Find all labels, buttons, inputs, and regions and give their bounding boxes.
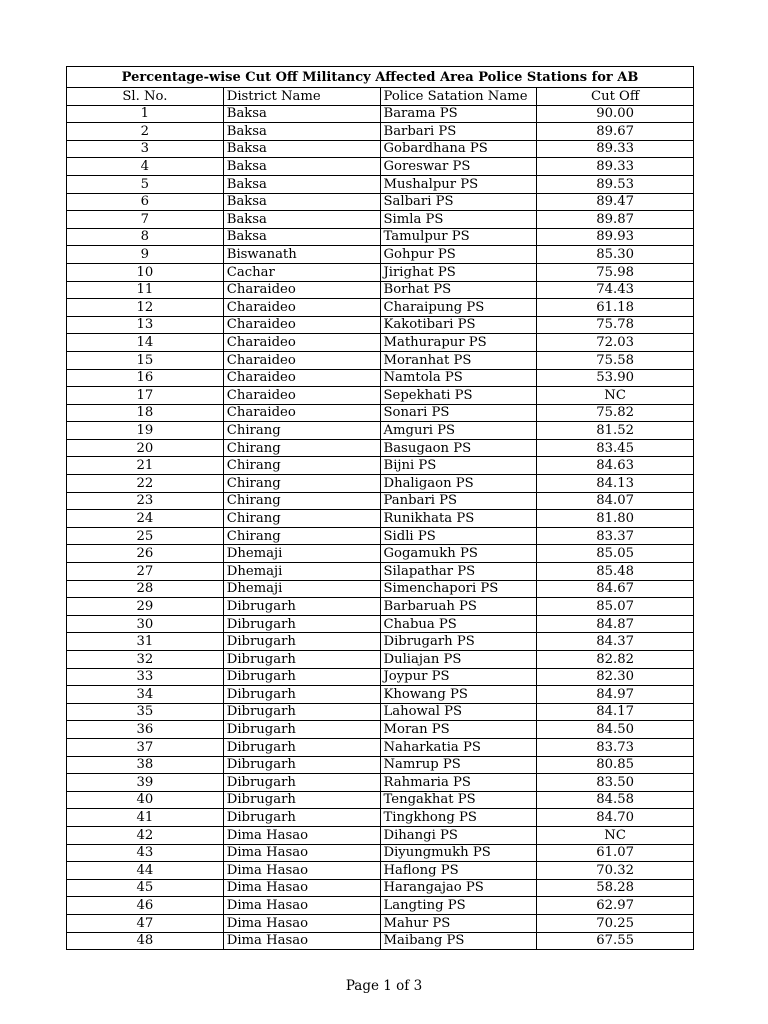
cut-off-cell: 75.82 [537, 404, 694, 422]
district-cell: Dibrugarh [223, 774, 380, 792]
sl-no-cell: 36 [67, 721, 224, 739]
police-station-cell: Gogamukh PS [380, 545, 537, 563]
table-row [67, 439, 694, 457]
sl-no-cell: 6 [67, 193, 224, 211]
district-cell: Dibrugarh [223, 598, 380, 616]
cut-off-cell: 75.78 [537, 316, 694, 334]
police-station-cell: Tengakhat PS [380, 791, 537, 809]
district-cell: Chirang [223, 457, 380, 475]
sl-no-cell: 1 [67, 105, 224, 123]
police-station-cell: Dibrugarh PS [380, 633, 537, 651]
police-station-cell: Namrup PS [380, 756, 537, 774]
sl-no-cell: 30 [67, 615, 224, 633]
sl-no-cell: 9 [67, 246, 224, 264]
district-cell: Cachar [223, 263, 380, 281]
district-cell: Baksa [223, 140, 380, 158]
police-station-cell: Sepekhati PS [380, 387, 537, 405]
district-cell: Baksa [223, 193, 380, 211]
sl-no-cell: 2 [67, 123, 224, 141]
cut-off-cell: 62.97 [537, 897, 694, 915]
sl-no-cell: 4 [67, 158, 224, 176]
cut-off-cell: 84.67 [537, 580, 694, 598]
header-sl-no: Sl. No. [67, 88, 224, 106]
cut-off-cell: 84.17 [537, 703, 694, 721]
table-row [67, 281, 694, 299]
district-cell: Chirang [223, 492, 380, 510]
sl-no-cell: 42 [67, 826, 224, 844]
district-cell: Charaideo [223, 351, 380, 369]
police-station-cell: Tamulpur PS [380, 228, 537, 246]
district-cell: Chirang [223, 439, 380, 457]
cut-off-cell: 81.80 [537, 510, 694, 528]
table-row [67, 703, 694, 721]
cut-off-cell: 80.85 [537, 756, 694, 774]
sl-no-cell: 43 [67, 844, 224, 862]
table-row [67, 158, 694, 176]
table-body [67, 105, 694, 950]
sl-no-cell: 33 [67, 668, 224, 686]
cut-off-cell: 89.67 [537, 123, 694, 141]
table-row [67, 826, 694, 844]
table-row [67, 475, 694, 493]
sl-no-cell: 5 [67, 175, 224, 193]
police-station-cell: Mathurapur PS [380, 334, 537, 352]
police-station-cell: Simla PS [380, 211, 537, 229]
cut-off-cell: 83.50 [537, 774, 694, 792]
sl-no-cell: 29 [67, 598, 224, 616]
cut-off-cell: 84.13 [537, 475, 694, 493]
sl-no-cell: 10 [67, 263, 224, 281]
sl-no-cell: 16 [67, 369, 224, 387]
cut-off-cell: 84.87 [537, 615, 694, 633]
district-cell: Baksa [223, 123, 380, 141]
cut-off-cell: 84.97 [537, 686, 694, 704]
police-station-cell: Gobardhana PS [380, 140, 537, 158]
cut-off-cell: 84.58 [537, 791, 694, 809]
police-station-cell: Tingkhong PS [380, 809, 537, 827]
police-station-cell: Charaipung PS [380, 299, 537, 317]
table-title: Percentage-wise Cut Off Militancy Affected Area Police Stations for AB [67, 67, 694, 88]
district-cell: Dibrugarh [223, 668, 380, 686]
district-cell: Charaideo [223, 281, 380, 299]
district-cell: Dima Hasao [223, 897, 380, 915]
district-cell: Dibrugarh [223, 809, 380, 827]
police-station-cell: Barbari PS [380, 123, 537, 141]
table-row [67, 932, 694, 950]
sl-no-cell: 7 [67, 211, 224, 229]
police-station-cell: Gohpur PS [380, 246, 537, 264]
cut-off-cell: NC [537, 826, 694, 844]
cut-off-cell: 84.63 [537, 457, 694, 475]
police-station-cell: Mahur PS [380, 914, 537, 932]
table-row [67, 651, 694, 669]
district-cell: Dibrugarh [223, 756, 380, 774]
cut-off-cell: 84.37 [537, 633, 694, 651]
police-station-cell: Kakotibari PS [380, 316, 537, 334]
cut-off-cell: 89.47 [537, 193, 694, 211]
sl-no-cell: 35 [67, 703, 224, 721]
police-station-cell: Harangajao PS [380, 879, 537, 897]
district-cell: Baksa [223, 158, 380, 176]
police-station-cell: Moranhat PS [380, 351, 537, 369]
table-row [67, 105, 694, 123]
cut-off-cell: 90.00 [537, 105, 694, 123]
table-row [67, 422, 694, 440]
sl-no-cell: 24 [67, 510, 224, 528]
district-cell: Charaideo [223, 369, 380, 387]
police-station-cell: Sonari PS [380, 404, 537, 422]
cut-off-cell: 83.45 [537, 439, 694, 457]
sl-no-cell: 47 [67, 914, 224, 932]
cut-off-cell: 61.18 [537, 299, 694, 317]
police-station-cell: Joypur PS [380, 668, 537, 686]
police-station-cell: Namtola PS [380, 369, 537, 387]
table-row [67, 369, 694, 387]
district-cell: Dibrugarh [223, 651, 380, 669]
header-district-name: District Name [223, 88, 380, 106]
cut-off-cell: 82.30 [537, 668, 694, 686]
table-row [67, 598, 694, 616]
police-station-cell: Haflong PS [380, 862, 537, 880]
police-station-cell: Maibang PS [380, 932, 537, 950]
district-cell: Charaideo [223, 387, 380, 405]
table-row [67, 844, 694, 862]
header-police-station-name: Police Satation Name [380, 88, 537, 106]
cut-off-cell: 61.07 [537, 844, 694, 862]
cut-off-cell: 89.53 [537, 175, 694, 193]
sl-no-cell: 41 [67, 809, 224, 827]
police-station-cell: Panbari PS [380, 492, 537, 510]
sl-no-cell: 22 [67, 475, 224, 493]
district-cell: Dibrugarh [223, 686, 380, 704]
police-station-cell: Amguri PS [380, 422, 537, 440]
table-row [67, 263, 694, 281]
district-cell: Dima Hasao [223, 862, 380, 880]
cut-off-cell: 85.07 [537, 598, 694, 616]
district-cell: Dhemaji [223, 580, 380, 598]
cut-off-cell: 84.70 [537, 809, 694, 827]
cut-off-cell: 75.58 [537, 351, 694, 369]
cut-off-cell: 81.52 [537, 422, 694, 440]
table-row [67, 879, 694, 897]
cut-off-cell: 67.55 [537, 932, 694, 950]
police-station-cell: Simenchapori PS [380, 580, 537, 598]
sl-no-cell: 44 [67, 862, 224, 880]
table-row [67, 897, 694, 915]
sl-no-cell: 39 [67, 774, 224, 792]
sl-no-cell: 14 [67, 334, 224, 352]
police-station-cell: Dhaligaon PS [380, 475, 537, 493]
table-row [67, 527, 694, 545]
sl-no-cell: 20 [67, 439, 224, 457]
district-cell: Dhemaji [223, 545, 380, 563]
cut-off-cell: 84.50 [537, 721, 694, 739]
page-number: Page 1 of 3 [345, 978, 423, 994]
cut-off-cell: 85.30 [537, 246, 694, 264]
cut-off-cell: NC [537, 387, 694, 405]
sl-no-cell: 26 [67, 545, 224, 563]
district-cell: Baksa [223, 211, 380, 229]
sl-no-cell: 38 [67, 756, 224, 774]
police-station-cell: Basugaon PS [380, 439, 537, 457]
table-row [67, 246, 694, 264]
sl-no-cell: 28 [67, 580, 224, 598]
police-station-cell: Bijni PS [380, 457, 537, 475]
cut-off-cell: 83.37 [537, 527, 694, 545]
police-station-cell: Goreswar PS [380, 158, 537, 176]
district-cell: Dima Hasao [223, 879, 380, 897]
cut-off-cell: 58.28 [537, 879, 694, 897]
police-station-cell: Naharkatia PS [380, 738, 537, 756]
table-row [67, 633, 694, 651]
table-row [67, 545, 694, 563]
district-cell: Dibrugarh [223, 791, 380, 809]
sl-no-cell: 3 [67, 140, 224, 158]
sl-no-cell: 21 [67, 457, 224, 475]
police-station-cell: Duliajan PS [380, 651, 537, 669]
table-row [67, 228, 694, 246]
header-row [67, 88, 694, 106]
police-station-cell: Dihangi PS [380, 826, 537, 844]
district-cell: Chirang [223, 510, 380, 528]
cut-off-cell: 70.32 [537, 862, 694, 880]
table-row [67, 914, 694, 932]
district-cell: Dima Hasao [223, 844, 380, 862]
table-row [67, 457, 694, 475]
table-row [67, 580, 694, 598]
district-cell: Dima Hasao [223, 914, 380, 932]
police-station-cell: Jirighat PS [380, 263, 537, 281]
police-station-cell: Chabua PS [380, 615, 537, 633]
police-station-cell: Sidli PS [380, 527, 537, 545]
table-row [67, 193, 694, 211]
table-row [67, 510, 694, 528]
table-row [67, 175, 694, 193]
sl-no-cell: 27 [67, 563, 224, 581]
table-row [67, 721, 694, 739]
header-cut-off: Cut Off [537, 88, 694, 106]
sl-no-cell: 46 [67, 897, 224, 915]
table-row [67, 492, 694, 510]
sl-no-cell: 19 [67, 422, 224, 440]
district-cell: Charaideo [223, 316, 380, 334]
sl-no-cell: 25 [67, 527, 224, 545]
district-cell: Chirang [223, 422, 380, 440]
table-row [67, 563, 694, 581]
table-row [67, 387, 694, 405]
table-row [67, 299, 694, 317]
sl-no-cell: 48 [67, 932, 224, 950]
table-row [67, 211, 694, 229]
table-row [67, 140, 694, 158]
sl-no-cell: 45 [67, 879, 224, 897]
district-cell: Charaideo [223, 299, 380, 317]
cut-off-cell: 70.25 [537, 914, 694, 932]
title-row [67, 67, 694, 88]
table-row [67, 334, 694, 352]
table-row [67, 862, 694, 880]
sl-no-cell: 12 [67, 299, 224, 317]
police-station-cell: Barama PS [380, 105, 537, 123]
district-cell: Charaideo [223, 404, 380, 422]
district-cell: Charaideo [223, 334, 380, 352]
district-cell: Dibrugarh [223, 615, 380, 633]
sl-no-cell: 31 [67, 633, 224, 651]
table-row [67, 615, 694, 633]
district-cell: Dima Hasao [223, 932, 380, 950]
sl-no-cell: 23 [67, 492, 224, 510]
table-row [67, 316, 694, 334]
sl-no-cell: 15 [67, 351, 224, 369]
cut-off-cell: 85.05 [537, 545, 694, 563]
sl-no-cell: 32 [67, 651, 224, 669]
police-station-cell: Diyungmukh PS [380, 844, 537, 862]
cut-off-cell: 89.93 [537, 228, 694, 246]
sl-no-cell: 40 [67, 791, 224, 809]
cut-off-cell: 74.43 [537, 281, 694, 299]
police-station-cell: Khowang PS [380, 686, 537, 704]
police-station-cell: Langting PS [380, 897, 537, 915]
cut-off-cell: 89.33 [537, 140, 694, 158]
table-row [67, 351, 694, 369]
police-station-cell: Barbaruah PS [380, 598, 537, 616]
police-station-cell: Lahowal PS [380, 703, 537, 721]
cut-off-cell: 72.03 [537, 334, 694, 352]
cut-off-cell: 75.98 [537, 263, 694, 281]
police-station-cell: Silapathar PS [380, 563, 537, 581]
police-station-cell: Moran PS [380, 721, 537, 739]
district-cell: Baksa [223, 175, 380, 193]
table-row [67, 791, 694, 809]
table-row [67, 404, 694, 422]
sl-no-cell: 13 [67, 316, 224, 334]
table-row [67, 774, 694, 792]
sl-no-cell: 18 [67, 404, 224, 422]
table-row [67, 123, 694, 141]
district-cell: Dibrugarh [223, 721, 380, 739]
cut-off-cell: 53.90 [537, 369, 694, 387]
police-station-cell: Mushalpur PS [380, 175, 537, 193]
district-cell: Dibrugarh [223, 703, 380, 721]
table-row [67, 686, 694, 704]
police-station-cell: Runikhata PS [380, 510, 537, 528]
table-row [67, 809, 694, 827]
police-station-cell: Rahmaria PS [380, 774, 537, 792]
district-cell: Biswanath [223, 246, 380, 264]
sl-no-cell: 17 [67, 387, 224, 405]
cut-off-cell: 89.87 [537, 211, 694, 229]
police-station-cell: Borhat PS [380, 281, 537, 299]
district-cell: Dibrugarh [223, 738, 380, 756]
sl-no-cell: 11 [67, 281, 224, 299]
district-cell: Baksa [223, 105, 380, 123]
sl-no-cell: 34 [67, 686, 224, 704]
district-cell: Baksa [223, 228, 380, 246]
cut-off-cell: 85.48 [537, 563, 694, 581]
cutoff-table [66, 66, 694, 950]
sl-no-cell: 37 [67, 738, 224, 756]
district-cell: Dibrugarh [223, 633, 380, 651]
district-cell: Dima Hasao [223, 826, 380, 844]
police-station-cell: Salbari PS [380, 193, 537, 211]
district-cell: Chirang [223, 527, 380, 545]
cut-off-cell: 89.33 [537, 158, 694, 176]
sl-no-cell: 8 [67, 228, 224, 246]
cut-off-cell: 84.07 [537, 492, 694, 510]
table-row [67, 668, 694, 686]
district-cell: Dhemaji [223, 563, 380, 581]
cut-off-cell: 82.82 [537, 651, 694, 669]
table-row [67, 756, 694, 774]
district-cell: Chirang [223, 475, 380, 493]
cut-off-cell: 83.73 [537, 738, 694, 756]
table-row [67, 738, 694, 756]
